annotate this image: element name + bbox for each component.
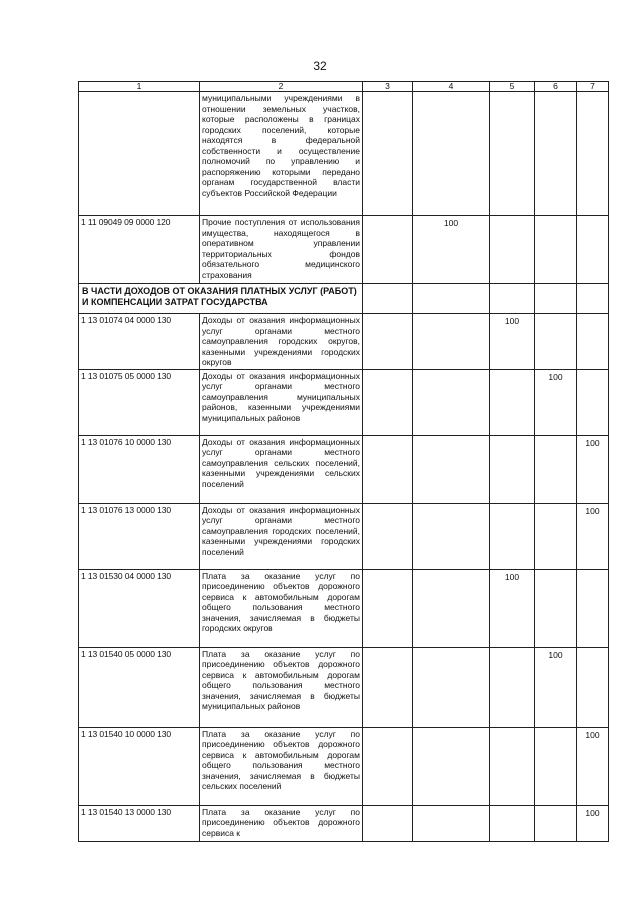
column-header: 3 — [363, 82, 413, 92]
row-value-col4 — [413, 647, 490, 727]
row-value-col5: 100 — [490, 569, 535, 647]
table-row — [79, 92, 609, 216]
table-row — [79, 435, 609, 503]
table-row — [79, 503, 609, 569]
row-value-col5 — [490, 435, 535, 503]
row-value-col5 — [490, 503, 535, 569]
table-row — [79, 314, 609, 370]
row-code: 1 13 01540 10 0000 130 — [79, 727, 200, 805]
row-description: Прочие поступления от использования имущества, находящегося в оперативном управлении территориальных фондов обязательного медицинского страхования — [200, 216, 363, 284]
row-value-col6: 100 — [535, 369, 577, 435]
row-value-col7 — [577, 569, 609, 647]
row-description: Доходы от оказания информационных услуг органами местного самоуправления городских поселений, казенными учреждениями городских поселений — [200, 503, 363, 569]
row-code: 1 13 01074 04 0000 130 — [79, 314, 200, 370]
section-heading: В ЧАСТИ ДОХОДОВ ОТ ОКАЗАНИЯ ПЛАТНЫХ УСЛУГ (РАБОТ) И КОМПЕНСАЦИИ ЗАТРАТ ГОСУДАРСТВА — [79, 284, 363, 314]
row-code — [79, 92, 200, 216]
row-description: Доходы от оказания информационных услуг органами местного самоуправления муниципальных районов, казенными учреждениями муниципальных районов — [200, 369, 363, 435]
row-description: Доходы от оказания информационных услуг органами местного самоуправления городских округов, казенными учреждениями городских округов — [200, 314, 363, 370]
row-value-col4 — [413, 314, 490, 370]
row-value-col7: 100 — [577, 727, 609, 805]
empty-cell — [577, 284, 609, 314]
row-value-col5 — [490, 727, 535, 805]
page-number: 32 — [313, 59, 327, 73]
row-value-col7 — [577, 314, 609, 370]
empty-cell — [490, 284, 535, 314]
row-code: 1 13 01540 05 0000 130 — [79, 647, 200, 727]
empty-cell — [535, 284, 577, 314]
row-value-col5: 100 — [490, 314, 535, 370]
row-description: Плата за оказание услуг по присоединению объектов дорожного сервиса к автомобильным дорогам общего пользования местного значения, зачисляемая в бюджеты сельских поселений — [200, 727, 363, 805]
row-value-col5 — [490, 216, 535, 284]
row-value-col3 — [363, 805, 413, 841]
row-code: 1 13 01076 13 0000 130 — [79, 503, 200, 569]
row-value-col3 — [363, 569, 413, 647]
row-value-col5 — [490, 647, 535, 727]
row-value-col7: 100 — [577, 503, 609, 569]
column-header: 7 — [577, 82, 609, 92]
row-value-col7: 100 — [577, 805, 609, 841]
column-header: 2 — [200, 82, 363, 92]
table-row — [79, 369, 609, 435]
row-value-col3 — [363, 216, 413, 284]
row-value-col3 — [363, 369, 413, 435]
table-row — [79, 569, 609, 647]
row-description: Плата за оказание услуг по присоединению объектов дорожного сервиса к — [200, 805, 363, 841]
section-row — [79, 284, 609, 314]
column-header: 4 — [413, 82, 490, 92]
row-value-col7 — [577, 369, 609, 435]
row-value-col4 — [413, 727, 490, 805]
row-description: Доходы от оказания информационных услуг органами местного самоуправления сельских поселений, казенными учреждениями сельских поселений — [200, 435, 363, 503]
row-value-col5 — [490, 92, 535, 216]
row-value-col3 — [363, 435, 413, 503]
row-value-col5 — [490, 805, 535, 841]
row-value-col6 — [535, 314, 577, 370]
row-value-col6 — [535, 216, 577, 284]
table-row — [79, 216, 609, 284]
row-value-col4 — [413, 503, 490, 569]
row-value-col4: 100 — [413, 216, 490, 284]
row-value-col3 — [363, 727, 413, 805]
row-value-col6 — [535, 503, 577, 569]
row-value-col3 — [363, 647, 413, 727]
empty-cell — [413, 284, 490, 314]
row-code: 1 13 01075 05 0000 130 — [79, 369, 200, 435]
row-description: Плата за оказание услуг по присоединению объектов дорожного сервиса к автомобильным дорогам общего пользования местного значения, зачисляемая в бюджеты городских округов — [200, 569, 363, 647]
revenue-table — [78, 81, 609, 842]
row-value-col5 — [490, 369, 535, 435]
row-value-col4 — [413, 369, 490, 435]
row-value-col7: 100 — [577, 435, 609, 503]
row-value-col6 — [535, 92, 577, 216]
column-header: 5 — [490, 82, 535, 92]
row-value-col4 — [413, 805, 490, 841]
column-header: 6 — [535, 82, 577, 92]
row-description: Плата за оказание услуг по присоединению объектов дорожного сервиса к автомобильным дорогам общего пользования местного значения, зачисляемая в бюджеты муниципальных районов — [200, 647, 363, 727]
row-value-col7 — [577, 216, 609, 284]
row-code: 1 13 01530 04 0000 130 — [79, 569, 200, 647]
row-value-col4 — [413, 435, 490, 503]
row-value-col6 — [535, 805, 577, 841]
row-value-col3 — [363, 314, 413, 370]
row-value-col3 — [363, 503, 413, 569]
row-value-col6 — [535, 569, 577, 647]
row-code: 1 13 01540 13 0000 130 — [79, 805, 200, 841]
row-value-col3 — [363, 92, 413, 216]
table-row — [79, 805, 609, 841]
row-description: муниципальными учреждениями в отношении земельных участков, которые расположены в границах городских поселений, которые находятся в федеральной собственности и осуществление полномочий по управлению и распоряжению которыми передано органам государственной власти субъектов Российской Федерации — [200, 92, 363, 216]
row-value-col4 — [413, 92, 490, 216]
table-row — [79, 647, 609, 727]
empty-cell — [363, 284, 413, 314]
row-value-col6 — [535, 435, 577, 503]
row-value-col4 — [413, 569, 490, 647]
row-value-col7 — [577, 647, 609, 727]
table-row — [79, 727, 609, 805]
row-code: 1 11 09049 09 0000 120 — [79, 216, 200, 284]
row-value-col7 — [577, 92, 609, 216]
table-header-row — [79, 82, 609, 92]
row-code: 1 13 01076 10 0000 130 — [79, 435, 200, 503]
column-header: 1 — [79, 82, 200, 92]
row-value-col6 — [535, 727, 577, 805]
row-value-col6: 100 — [535, 647, 577, 727]
